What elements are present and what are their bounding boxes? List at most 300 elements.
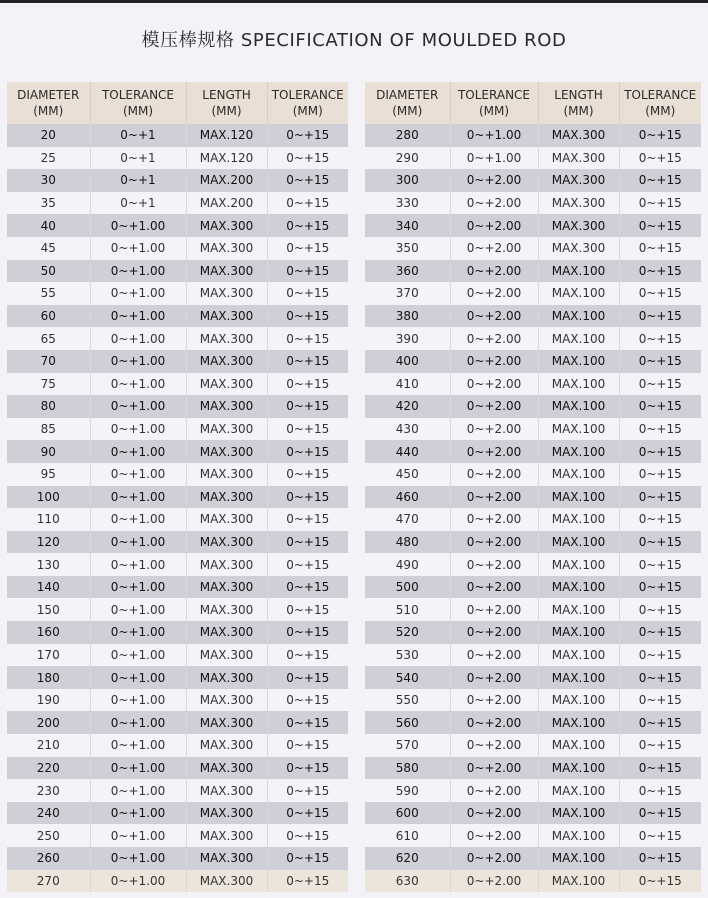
cell-length-tolerance: 0~+15 (267, 486, 348, 509)
cell-tolerance: 0~+2.00 (450, 440, 538, 463)
cell-length: MAX.300 (538, 169, 619, 192)
table-row (365, 644, 701, 667)
table-row (365, 395, 701, 418)
cell-tolerance: 0~+1.00 (90, 779, 186, 802)
cell-length: MAX.100 (538, 395, 619, 418)
cell-length: MAX.100 (538, 486, 619, 509)
table-row (365, 237, 701, 260)
cell-length-tolerance: 0~+15 (619, 576, 701, 599)
cell-length-tolerance: 0~+15 (267, 576, 348, 599)
table-row (7, 418, 348, 441)
cell-tolerance: 0~+2.00 (450, 350, 538, 373)
cell-tolerance: 0~+1.00 (90, 802, 186, 825)
cell-diameter: 110 (7, 508, 90, 531)
cell-length-tolerance: 0~+15 (619, 440, 701, 463)
table-row (365, 870, 701, 893)
cell-tolerance: 0~+2.00 (450, 214, 538, 237)
table-row (7, 350, 348, 373)
cell-length: MAX.300 (186, 486, 267, 509)
table-row (7, 734, 348, 757)
cell-length: MAX.100 (538, 418, 619, 441)
cell-length-tolerance: 0~+15 (619, 644, 701, 667)
cell-length-tolerance: 0~+15 (619, 395, 701, 418)
cell-diameter: 170 (7, 644, 90, 667)
cell-tolerance: 0~+2.00 (450, 192, 538, 215)
cell-length-tolerance: 0~+15 (267, 734, 348, 757)
table-row (365, 305, 701, 328)
cell-length: MAX.300 (186, 666, 267, 689)
cell-length: MAX.300 (186, 779, 267, 802)
cell-tolerance: 0~+2.00 (450, 621, 538, 644)
table-row (7, 124, 348, 147)
cell-length: MAX.100 (538, 870, 619, 893)
table-row (365, 147, 701, 170)
cell-length-tolerance: 0~+15 (267, 237, 348, 260)
table-row (7, 802, 348, 825)
cell-length: MAX.300 (186, 214, 267, 237)
cell-length-tolerance: 0~+15 (619, 508, 701, 531)
cell-tolerance: 0~+2.00 (450, 666, 538, 689)
table-row (365, 598, 701, 621)
cell-tolerance: 0~+1.00 (90, 666, 186, 689)
cell-diameter: 450 (365, 463, 450, 486)
cell-length: MAX.300 (186, 621, 267, 644)
cell-length: MAX.200 (186, 192, 267, 215)
cell-length: MAX.300 (186, 463, 267, 486)
cell-length-tolerance: 0~+15 (619, 734, 701, 757)
cell-length: MAX.300 (186, 689, 267, 712)
cell-length: MAX.100 (538, 350, 619, 373)
cell-tolerance: 0~+2.00 (450, 644, 538, 667)
cell-length: MAX.100 (538, 260, 619, 283)
cell-tolerance: 0~+1.00 (90, 214, 186, 237)
cell-diameter: 250 (7, 824, 90, 847)
cell-tolerance: 0~+2.00 (450, 395, 538, 418)
cell-length: MAX.300 (186, 802, 267, 825)
cell-length-tolerance: 0~+15 (619, 779, 701, 802)
cell-length-tolerance: 0~+15 (619, 802, 701, 825)
cell-diameter: 600 (365, 802, 450, 825)
cell-length-tolerance: 0~+15 (619, 598, 701, 621)
cell-diameter: 620 (365, 847, 450, 870)
cell-length: MAX.100 (538, 847, 619, 870)
cell-diameter: 590 (365, 779, 450, 802)
cell-tolerance: 0~+2.00 (450, 734, 538, 757)
cell-tolerance: 0~+2.00 (450, 169, 538, 192)
cell-diameter: 45 (7, 237, 90, 260)
cell-length: MAX.100 (538, 802, 619, 825)
cell-tolerance: 0~+1.00 (90, 621, 186, 644)
cell-length: MAX.200 (186, 169, 267, 192)
cell-diameter: 540 (365, 666, 450, 689)
table-row (365, 508, 701, 531)
cell-tolerance: 0~+1.00 (90, 576, 186, 599)
header-row (365, 82, 701, 124)
cell-diameter: 490 (365, 553, 450, 576)
table-row (7, 757, 348, 780)
cell-diameter: 70 (7, 350, 90, 373)
cell-diameter: 260 (7, 847, 90, 870)
cell-length-tolerance: 0~+15 (619, 711, 701, 734)
cell-diameter: 30 (7, 169, 90, 192)
cell-length: MAX.100 (538, 531, 619, 554)
cell-tolerance: 0~+2.00 (450, 418, 538, 441)
cell-length: MAX.300 (186, 576, 267, 599)
spec-table-right (365, 82, 701, 892)
header-row (7, 82, 348, 124)
cell-length: MAX.100 (538, 621, 619, 644)
header-length-tolerance: TOLERANCE (MM) (267, 82, 348, 124)
cell-tolerance: 0~+1.00 (90, 237, 186, 260)
cell-length-tolerance: 0~+15 (267, 260, 348, 283)
cell-length: MAX.100 (538, 598, 619, 621)
cell-length: MAX.300 (538, 192, 619, 215)
cell-diameter: 20 (7, 124, 90, 147)
cell-length-tolerance: 0~+15 (267, 553, 348, 576)
cell-diameter: 180 (7, 666, 90, 689)
table-row (7, 531, 348, 554)
cell-tolerance: 0~+1.00 (90, 711, 186, 734)
cell-length-tolerance: 0~+15 (619, 621, 701, 644)
cell-tolerance: 0~+1.00 (90, 373, 186, 396)
table-row (365, 531, 701, 554)
table-row (365, 689, 701, 712)
cell-tolerance: 0~+2.00 (450, 282, 538, 305)
header-tolerance: TOLERANCE (MM) (90, 82, 186, 124)
cell-tolerance: 0~+1.00 (90, 440, 186, 463)
cell-length: MAX.100 (538, 282, 619, 305)
cell-length: MAX.300 (186, 824, 267, 847)
cell-length: MAX.300 (186, 440, 267, 463)
cell-length-tolerance: 0~+15 (619, 757, 701, 780)
cell-tolerance: 0~+1.00 (90, 463, 186, 486)
cell-tolerance: 0~+2.00 (450, 711, 538, 734)
cell-diameter: 120 (7, 531, 90, 554)
cell-diameter: 550 (365, 689, 450, 712)
cell-diameter: 55 (7, 282, 90, 305)
cell-length: MAX.100 (538, 463, 619, 486)
cell-length-tolerance: 0~+15 (267, 327, 348, 350)
cell-tolerance: 0~+2.00 (450, 508, 538, 531)
cell-diameter: 430 (365, 418, 450, 441)
cell-length: MAX.100 (538, 373, 619, 396)
table-row (7, 824, 348, 847)
table-row (365, 757, 701, 780)
cell-length-tolerance: 0~+15 (267, 621, 348, 644)
cell-length-tolerance: 0~+15 (619, 169, 701, 192)
cell-length-tolerance: 0~+15 (267, 824, 348, 847)
cell-length: MAX.100 (538, 734, 619, 757)
cell-diameter: 300 (365, 169, 450, 192)
cell-length-tolerance: 0~+15 (267, 757, 348, 780)
cell-length-tolerance: 0~+15 (267, 531, 348, 554)
table-row (7, 666, 348, 689)
table-row (365, 260, 701, 283)
table-row (365, 486, 701, 509)
cell-length: MAX.100 (538, 757, 619, 780)
table-row (7, 440, 348, 463)
cell-tolerance: 0~+1.00 (450, 147, 538, 170)
cell-diameter: 340 (365, 214, 450, 237)
cell-length-tolerance: 0~+15 (267, 802, 348, 825)
cell-diameter: 130 (7, 553, 90, 576)
table-row (7, 237, 348, 260)
table-row (365, 373, 701, 396)
header-tolerance: TOLERANCE (MM) (450, 82, 538, 124)
cell-length-tolerance: 0~+15 (267, 418, 348, 441)
cell-length: MAX.300 (186, 260, 267, 283)
cell-length-tolerance: 0~+15 (267, 147, 348, 170)
cell-diameter: 210 (7, 734, 90, 757)
cell-tolerance: 0~+2.00 (450, 847, 538, 870)
cell-diameter: 390 (365, 327, 450, 350)
table-row (365, 779, 701, 802)
table-row (7, 847, 348, 870)
cell-length: MAX.300 (186, 644, 267, 667)
cell-diameter: 380 (365, 305, 450, 328)
cell-length: MAX.300 (186, 757, 267, 780)
cell-diameter: 420 (365, 395, 450, 418)
cell-tolerance: 0~+2.00 (450, 824, 538, 847)
cell-tolerance: 0~+2.00 (450, 576, 538, 599)
cell-diameter: 35 (7, 192, 90, 215)
cell-length-tolerance: 0~+15 (267, 847, 348, 870)
cell-diameter: 460 (365, 486, 450, 509)
table-row (365, 124, 701, 147)
table-row (365, 282, 701, 305)
table-row (365, 214, 701, 237)
cell-diameter: 500 (365, 576, 450, 599)
cell-length: MAX.300 (186, 598, 267, 621)
cell-length: MAX.300 (186, 711, 267, 734)
cell-length: MAX.300 (186, 553, 267, 576)
cell-diameter: 190 (7, 689, 90, 712)
cell-diameter: 200 (7, 711, 90, 734)
cell-tolerance: 0~+1.00 (450, 124, 538, 147)
cell-length: MAX.120 (186, 147, 267, 170)
cell-tolerance: 0~+2.00 (450, 553, 538, 576)
cell-tolerance: 0~+1.00 (90, 260, 186, 283)
cell-length: MAX.300 (186, 418, 267, 441)
cell-length: MAX.100 (538, 711, 619, 734)
cell-tolerance: 0~+2.00 (450, 305, 538, 328)
table-row (365, 440, 701, 463)
cell-length-tolerance: 0~+15 (267, 282, 348, 305)
table-row (7, 598, 348, 621)
cell-length: MAX.300 (186, 734, 267, 757)
table-row (7, 395, 348, 418)
cell-diameter: 240 (7, 802, 90, 825)
top-border (0, 0, 708, 3)
cell-diameter: 360 (365, 260, 450, 283)
cell-length-tolerance: 0~+15 (267, 124, 348, 147)
cell-length-tolerance: 0~+15 (619, 192, 701, 215)
cell-length-tolerance: 0~+15 (267, 711, 348, 734)
header-length: LENGTH (MM) (538, 82, 619, 124)
cell-diameter: 280 (365, 124, 450, 147)
cell-length-tolerance: 0~+15 (619, 463, 701, 486)
cell-length: MAX.300 (186, 870, 267, 893)
cell-length-tolerance: 0~+15 (619, 870, 701, 893)
cell-length-tolerance: 0~+15 (619, 260, 701, 283)
cell-length: MAX.120 (186, 124, 267, 147)
cell-length-tolerance: 0~+15 (267, 440, 348, 463)
cell-tolerance: 0~+1.00 (90, 531, 186, 554)
cell-diameter: 580 (365, 757, 450, 780)
cell-diameter: 530 (365, 644, 450, 667)
table-row (7, 214, 348, 237)
cell-tolerance: 0~+1.00 (90, 418, 186, 441)
cell-length: MAX.100 (538, 779, 619, 802)
cell-diameter: 50 (7, 260, 90, 283)
cell-length: MAX.100 (538, 553, 619, 576)
cell-length-tolerance: 0~+15 (619, 418, 701, 441)
cell-length-tolerance: 0~+15 (619, 689, 701, 712)
table-row (365, 463, 701, 486)
cell-tolerance: 0~+1.00 (90, 395, 186, 418)
cell-diameter: 230 (7, 779, 90, 802)
cell-length-tolerance: 0~+15 (267, 779, 348, 802)
cell-tolerance: 0~+1.00 (90, 350, 186, 373)
cell-length: MAX.100 (538, 666, 619, 689)
cell-length-tolerance: 0~+15 (619, 531, 701, 554)
cell-length-tolerance: 0~+15 (619, 327, 701, 350)
table-row (365, 576, 701, 599)
cell-length-tolerance: 0~+15 (267, 395, 348, 418)
cell-length-tolerance: 0~+15 (267, 508, 348, 531)
cell-diameter: 90 (7, 440, 90, 463)
cell-tolerance: 0~+1.00 (90, 305, 186, 328)
table-row (7, 689, 348, 712)
table-row (365, 847, 701, 870)
cell-length: MAX.100 (538, 644, 619, 667)
cell-length: MAX.300 (186, 531, 267, 554)
cell-length: MAX.300 (538, 214, 619, 237)
cell-tolerance: 0~+1.00 (90, 824, 186, 847)
cell-tolerance: 0~+2.00 (450, 779, 538, 802)
cell-length-tolerance: 0~+15 (267, 666, 348, 689)
cell-length: MAX.100 (538, 440, 619, 463)
cell-length-tolerance: 0~+15 (267, 644, 348, 667)
cell-length-tolerance: 0~+15 (619, 486, 701, 509)
table-row (365, 711, 701, 734)
cell-length: MAX.300 (186, 508, 267, 531)
cell-diameter: 150 (7, 598, 90, 621)
cell-length-tolerance: 0~+15 (267, 870, 348, 893)
cell-length: MAX.300 (186, 847, 267, 870)
cell-length: MAX.300 (186, 237, 267, 260)
cell-tolerance: 0~+1.00 (90, 598, 186, 621)
table-row (365, 418, 701, 441)
cell-diameter: 220 (7, 757, 90, 780)
cell-diameter: 370 (365, 282, 450, 305)
cell-length-tolerance: 0~+15 (619, 824, 701, 847)
cell-tolerance: 0~+1 (90, 147, 186, 170)
cell-length-tolerance: 0~+15 (619, 350, 701, 373)
cell-tolerance: 0~+1.00 (90, 486, 186, 509)
cell-tolerance: 0~+2.00 (450, 689, 538, 712)
cell-diameter: 440 (365, 440, 450, 463)
cell-length-tolerance: 0~+15 (267, 214, 348, 237)
table-row (7, 870, 348, 893)
cell-tolerance: 0~+2.00 (450, 327, 538, 350)
cell-length-tolerance: 0~+15 (619, 305, 701, 328)
table-row (7, 553, 348, 576)
table-row (7, 779, 348, 802)
cell-tolerance: 0~+2.00 (450, 463, 538, 486)
cell-tolerance: 0~+2.00 (450, 757, 538, 780)
cell-diameter: 160 (7, 621, 90, 644)
cell-diameter: 65 (7, 327, 90, 350)
cell-length-tolerance: 0~+15 (619, 214, 701, 237)
cell-diameter: 290 (365, 147, 450, 170)
cell-diameter: 520 (365, 621, 450, 644)
table-row (365, 734, 701, 757)
cell-diameter: 100 (7, 486, 90, 509)
cell-tolerance: 0~+2.00 (450, 486, 538, 509)
table-row (7, 711, 348, 734)
cell-length-tolerance: 0~+15 (619, 147, 701, 170)
cell-length: MAX.100 (538, 327, 619, 350)
cell-diameter: 75 (7, 373, 90, 396)
cell-length: MAX.300 (538, 237, 619, 260)
cell-length-tolerance: 0~+15 (619, 124, 701, 147)
cell-tolerance: 0~+1 (90, 169, 186, 192)
cell-tolerance: 0~+1.00 (90, 644, 186, 667)
table-row (7, 621, 348, 644)
cell-diameter: 60 (7, 305, 90, 328)
table-row (7, 486, 348, 509)
table-row (365, 169, 701, 192)
table-row (7, 282, 348, 305)
header-length-tolerance: TOLERANCE (MM) (619, 82, 701, 124)
table-row (7, 373, 348, 396)
cell-tolerance: 0~+1.00 (90, 757, 186, 780)
table-row (7, 147, 348, 170)
cell-diameter: 400 (365, 350, 450, 373)
header-diameter: DIAMETER (MM) (365, 82, 450, 124)
cell-length: MAX.300 (186, 305, 267, 328)
table-row (7, 644, 348, 667)
cell-length: MAX.300 (538, 124, 619, 147)
cell-tolerance: 0~+2.00 (450, 870, 538, 893)
cell-tolerance: 0~+2.00 (450, 260, 538, 283)
cell-diameter: 570 (365, 734, 450, 757)
cell-length-tolerance: 0~+15 (267, 192, 348, 215)
cell-length-tolerance: 0~+15 (619, 237, 701, 260)
table-row (7, 463, 348, 486)
cell-tolerance: 0~+1.00 (90, 734, 186, 757)
cell-diameter: 630 (365, 870, 450, 893)
cell-diameter: 40 (7, 214, 90, 237)
cell-length-tolerance: 0~+15 (267, 689, 348, 712)
page-title: 模压棒规格 SPECIFICATION OF MOULDED ROD (141, 30, 567, 51)
cell-length: MAX.300 (186, 373, 267, 396)
cell-length: MAX.100 (538, 508, 619, 531)
cell-tolerance: 0~+2.00 (450, 531, 538, 554)
cell-length: MAX.100 (538, 689, 619, 712)
cell-diameter: 510 (365, 598, 450, 621)
cell-length: MAX.300 (538, 147, 619, 170)
cell-tolerance: 0~+1 (90, 192, 186, 215)
table-row (7, 305, 348, 328)
cell-length-tolerance: 0~+15 (619, 666, 701, 689)
cell-diameter: 330 (365, 192, 450, 215)
cell-tolerance: 0~+1.00 (90, 282, 186, 305)
cell-length-tolerance: 0~+15 (619, 553, 701, 576)
table-row (365, 824, 701, 847)
cell-diameter: 610 (365, 824, 450, 847)
